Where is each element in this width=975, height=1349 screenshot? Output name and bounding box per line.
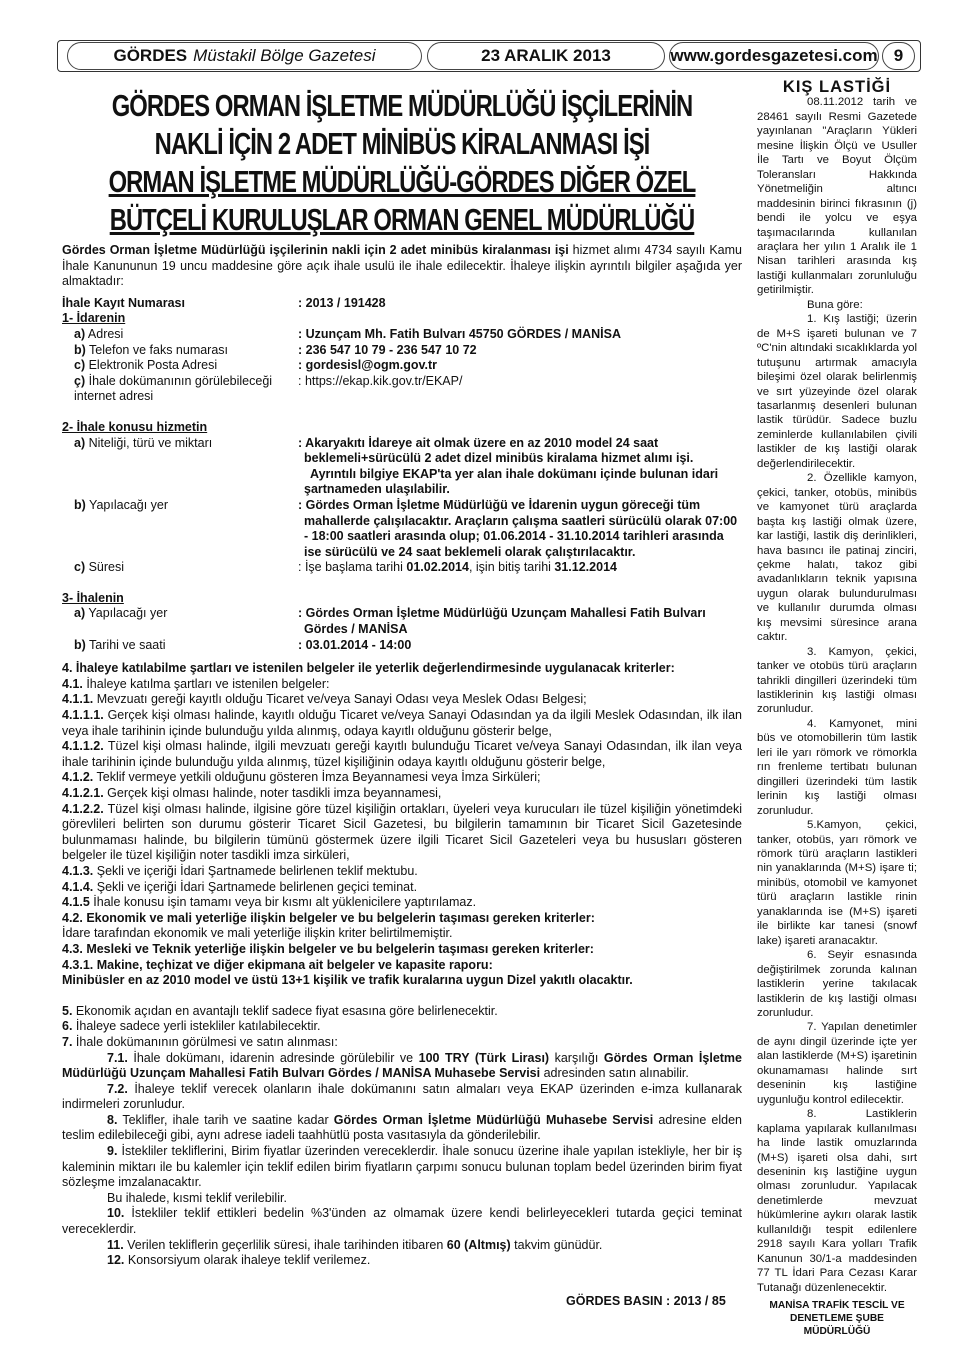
item-address: Gördes Orman İşletme Müdürlüğü Muhasebe Servisi — [333, 1112, 654, 1127]
s1-row-web — [62, 374, 742, 405]
s4-num: 4.1.5 — [62, 895, 90, 910]
article-body — [62, 243, 742, 1269]
s3-b-value: : 03.01.2014 - 14:00 — [298, 637, 412, 652]
item-6 — [62, 1019, 742, 1035]
s4-heading: 4.2. Ekonomik ve mali yeterliğe ilişkin belgeler ve bu belgelerin taşıması gereken kriterler: — [62, 910, 595, 925]
website[interactable] — [669, 42, 879, 70]
s2-c-start: 01.02.2014 — [406, 560, 469, 575]
paper-name: GÖRDES — [113, 46, 188, 65]
item-text: İhaleye teklif verecek olanların ihale dokümanını satın almaları veya EKAP üzerinden e-imza kullanarak indirmeleri zorunludur. — [62, 1081, 742, 1112]
s1-marker: ç) — [74, 373, 86, 388]
item-10 — [62, 1206, 742, 1237]
s2-a-note: Ayrıntılı bilgiye EKAP'ta yer alan ihale dokümanı içinde bulunan idari şartnameden ulaşılabilir. — [304, 466, 719, 497]
s4-num: 4.1.2. — [62, 770, 94, 785]
item-num: 8. — [107, 1112, 118, 1127]
item-text: İhale dokümanının görülmesi ve satın alınması: — [72, 1034, 338, 1049]
s1-marker: b) — [74, 342, 86, 357]
s4-num: 4.1.2.1. — [62, 786, 104, 800]
sidebar-signature: MANİSA TRAFİK TESCİL VE DENETLEME ŞUBE MÜDÜRLÜĞÜ — [769, 1300, 905, 1338]
s4-title: 4. İhaleye katılabilme şartları ve istenilen belgeler ile yeterlik değerlendirmesinde uygulanacak kriterler: — [62, 661, 675, 676]
s4-text: Tüzel kişi olması halinde, ilgili mevzuatı gereği kayıtlı bulunduğu Ticaret ve/veya Sanayi Odasından, ilk ilan veya ihale tarihinin içinde bulunduğu yılda alınmış, tüzel kişiliğinin odaya kayıtlı olduğunu gösterir belge, — [62, 739, 742, 769]
s4-text: Teklif vermeye yetkili olduğunu gösteren İmza Beyannamesi veya İmza Sirküleri; — [93, 770, 541, 785]
item-9b: Bu ihalede, kısmi teklif verilebilir. — [107, 1190, 287, 1205]
s2-c-text: , işin bitiş tarihi — [468, 560, 555, 575]
item-text: Verilen tekliflerin geçerlilik süresi, ihale tarihinden itibaren — [123, 1237, 447, 1252]
s4-item — [62, 786, 742, 802]
item-text: Konsorsiyum olarak ihaleye teklif verilemez. — [124, 1253, 371, 1268]
item-num: 7.2. — [107, 1081, 128, 1096]
page-number — [882, 42, 915, 70]
s4-item — [62, 880, 742, 896]
sidebar-paragraph: 5.Kamyon, çekici, tanker, otobüs, yarı römork ve römork türü araçların lastikleri nin yanaklarında (M+S) işare ti; minibüs, otomobil ve kamyonet türü araçların lastikle rinin yanaklarında ise (M+S) işareti ile birlikte kar tanesi (snowf lake) işareti aranacaktır. — [757, 819, 917, 947]
page-number-text: 9 — [893, 46, 904, 65]
s3-marker: b) — [74, 637, 86, 652]
item-fee: 100 TRY (Türk Lirası) — [418, 1050, 550, 1065]
sidebar-paragraph: Buna göre: — [807, 298, 863, 311]
paper-name-box — [67, 42, 422, 70]
s4-text: Gerçek kişi olması halinde, noter tasdikli imza beyannamesi, — [103, 786, 442, 800]
s4-num: 4.1.1. — [62, 692, 94, 707]
kayit-label: İhale Kayıt Numarası — [62, 295, 185, 310]
s1-value[interactable]: : https://ekap.kik.gov.tr/EKAP/ — [298, 373, 463, 388]
sidebar-paragraph: 3. Kamyon, çekici, tanker ve otobüs türü araçların tahrikli dingilleri üzerindeki tüm lastiklerinin kış lastiği olması zorunludur. — [757, 645, 917, 716]
section-1-title: 1- İdarenin — [62, 311, 126, 326]
sidebar-paragraph: 08.11.2012 tarih ve 28461 sayılı Resmi Gazetede yayınlanan "Araçların Yükleri mesine İlişkin Ölçü ve Usuller İle Tartı ve Boyut Ölçüm Toleransları Hakkında Yönetmeliğin altıncı maddesinin birinci fıkrasının (j) bendi ile yolcu ve eşya taşımacılarında kullanılan araçlara her yılın 1 Aralık ile 1 Nisan tarihleri arasında kış lastiği kullanmaları zorunluluğu getirilmiştir. — [757, 96, 917, 297]
main-article — [62, 87, 742, 1269]
item-text: İhaleye sadece yerli istekliler katılabilecektir. — [72, 1019, 321, 1034]
website-text: www.gordesgazetesi.com — [670, 46, 878, 65]
s2-c-text: : İşe başlama tarihi — [298, 560, 407, 575]
headline-line-2: NAKLİ İÇİN 2 ADET MİNİBÜS KİRALANMASI İŞİ — [154, 127, 650, 161]
sidebar-paragraph: 4. Kamyonet, mini büs ve otomobillerin tüm lastik leri ile yarı römork ve römorkla rın frenleme tertibatı bulunan dingilleri üzerindeki tüm lastik lerinin kış lastiği olması zorunludur. — [757, 717, 917, 817]
item-text: Ekonomik açıdan en avantajlı teklif sadece fiyat esasına göre belirlenecektir. — [72, 1003, 498, 1018]
s4-text: Şekli ve içeriği İdari Şartnamede belirlenen teklif mektubu. — [93, 863, 418, 878]
intro-bold: Gördes Orman İşletme Müdürlüğü işçilerinin nakli için 2 adet minibüs kiralanması işi — [62, 243, 569, 257]
s4-heading: 4.3. Mesleki ve Teknik yeterliğe ilişkin belgeler ve bu belgelerin taşıması gereken kriterler: — [62, 941, 594, 956]
item-text: Teklifler, ihale tarih ve saatine kadar — [117, 1112, 334, 1127]
footer-reference: GÖRDES BASIN : 2013 / 85 — [566, 1294, 726, 1308]
item-text: adresinden satın alınabilir. — [540, 1066, 689, 1081]
kayit-value: : 2013 / 191428 — [298, 295, 386, 310]
s1-value: : 236 547 10 79 - 236 547 10 72 — [298, 342, 477, 357]
s2-key: Süresi — [85, 560, 125, 575]
s1-value[interactable]: : gordesisl@ogm.gov.tr — [298, 358, 438, 373]
item-7-1 — [62, 1051, 742, 1082]
item-5 — [62, 1004, 742, 1020]
s2-key: Niteliği, türü ve miktarı — [85, 435, 213, 450]
sidebar-title: KIŞ LASTİĞİ — [782, 78, 892, 96]
item-12 — [62, 1253, 742, 1269]
s1-key: İhale dokümanının görülebileceği internet adresi — [74, 373, 273, 404]
s4-text: Gerçek kişi olması halinde, kayıtlı olduğu Ticaret ve/veya Sanayi Odasından ya da ilgili Meslek Odasından, ilk ilan veya ihale tarihinin içinde bulunduğu yılda alınmış, odaya kayıtlı olduğunu gösterir belge, — [62, 708, 742, 738]
s1-row-phone — [62, 343, 742, 359]
item-text: İhale dokümanı, idarenin adresinde görülebilir ve — [127, 1050, 419, 1065]
s4-heading: 4.3.1. Makine, teçhizat ve diğer ekipmana ait belgeler ve kapasite raporu: — [62, 957, 493, 972]
item-num: 11. — [107, 1237, 124, 1252]
item-num: 6. — [62, 1019, 73, 1034]
s4-text: Mevzuatı gereği kayıtlı olduğu Ticaret ve/veya Sanayi Odası veya Meslek Odası Belgesi; — [93, 692, 587, 707]
s4-text: İhaleye katılma şartları ve istenilen belgeler: — [82, 676, 330, 691]
s4-num: 4.1.2.2. — [62, 801, 104, 816]
s3-key: Tarihi ve saati — [85, 637, 166, 652]
s1-marker: c) — [74, 358, 86, 373]
sidebar-paragraph: 8. Lastiklerin kaplama yapılarak kullanılması ha linde lastik omuzlarında (M+S) işareti olsa dahi, sırt deseninin kış lastiğine uygun olması zorunludur. Yapılacak denetimlerde mevzuat hükümlerine aykırı olarak lastik kullanıldığı tespit edilenlere 2918 sayılı Kara yolları Trafik Kanunun 30/1-a maddesinden 77 TL İdari Para Cezası Karar Tutanağı düzenlenecektir. — [757, 1108, 917, 1294]
item-address: Gördes Orman İşletme Müdürlüğü Uzunçam Mahallesi Fatih Bulvarı Gördes / MANİSA Muhasebe Servisi — [62, 1050, 742, 1081]
kayit-row — [62, 296, 742, 312]
item-text: karşılığı — [549, 1050, 604, 1065]
item-num: 10. — [107, 1206, 125, 1221]
section-3-title: 3- İhalenin — [62, 590, 124, 605]
intro-rest: hizmet alımı 4734 sayılı Kamu İhale Kanununun 19 uncu maddesine göre açık ihale usulü ile ihale edilecektir. İhaleye ilişkin ayrıntılı bilgiler aşağıda yer almaktadır: — [62, 243, 742, 289]
s1-row-email — [62, 358, 742, 374]
item-text: adresine elden teslim edilebileceği gibi, aynı adrese iadeli taahhütlü posta vasıtasıyla da gönderilebilir. — [62, 1112, 742, 1143]
s4-text: İhale konusu işin tamamı veya bir kısmı alt yüklenicilere yaptırılamaz. — [89, 895, 477, 910]
s4-item — [62, 677, 742, 693]
sidebar-paragraph: 1. Kış lastiği; üzerin de M+S işareti bulunan ve 7 ºC'nin altındaki sıcaklıklarda yol tutuşunu artırmak amacıyla bileşimi özel olarak belirlenmiş ve sırt yüzeyinde özel olarak tasarlanmış desenleri bulunan lastik türüdür. Sadece buzlu zeminlerde kullanılabilen çivili lastikler de kış lastiği olarak değerlendirilecektir. — [757, 313, 917, 470]
paper-subtitle: Müstakil Bölge Gazetesi — [193, 46, 376, 65]
s2-row-b — [62, 498, 742, 560]
item-text: takvim günüdür. — [510, 1237, 603, 1252]
item-7-2 — [62, 1082, 742, 1113]
s3-row-a — [62, 606, 742, 637]
s1-key: Adresi — [85, 326, 124, 341]
headline-line-4: BÜTÇELİ KURULUŞLAR ORMAN GENEL MÜDÜRLÜĞÜ — [109, 203, 695, 237]
s4-num: 4.1. — [62, 676, 83, 691]
item-days: 60 (Altmış) — [446, 1237, 511, 1252]
s3-key: Yapılacağı yer — [85, 606, 168, 621]
headline-line-1: GÖRDES ORMAN İŞLETME MÜDÜRLÜĞÜ İŞÇİLERİNİN — [111, 89, 693, 123]
s2-marker: c) — [74, 560, 86, 575]
headline-line-3: ORMAN İŞLETME MÜDÜRLÜĞÜ-GÖRDES DİĞER ÖZEL — [108, 165, 696, 199]
s4-text: İdare tarafından ekonomik ve mali yeterliğe ilişkin kriter belirtilmemiştir. — [62, 926, 453, 941]
item-11 — [62, 1238, 742, 1254]
item-9 — [62, 1144, 742, 1191]
s2-b-value: : Gördes Orman İşletme Müdürlüğü ve İdarenin uygun göreceği tüm mahallerde çalışılacaktır. Araçların çalışma saatleri sürücülü olarak 07:00 - 18:00 saatleri arasında olup; 01.06.2014 - 31.10.2014 tarihleri arasında ise sürücülü ve 24 saat beklemeli olarak çalıştırılacaktır. — [298, 497, 738, 559]
s4-item — [62, 739, 742, 770]
s2-a-value: : Akaryakıtı İdareye ait olmak üzere en az 2010 model 24 saat beklemeli+sürücülü 2 adet dizel minibüs kiralama hizmet alımı işi. — [298, 435, 694, 466]
s1-key: Elektronik Posta Adresi — [85, 358, 218, 373]
s1-marker: a) — [74, 326, 86, 341]
s1-key: Telefon ve faks numarası — [85, 342, 229, 357]
s1-row-address — [62, 327, 742, 343]
s3-a-value: : Gördes Orman İşletme Müdürlüğü Uzunçam Mahallesi Fatih Bulvarı Gördes / MANİSA — [298, 606, 706, 637]
s2-marker: a) — [74, 435, 86, 450]
s4-num: 4.1.4. — [62, 879, 94, 894]
s4-item — [62, 895, 742, 911]
item-text: İstekliler tekliflerini, Birim fiyatlar üzerinden vereceklerdir. İhale sonucu üzerine ihale yapılan istekliyle, her bir iş kaleminin miktarı ile bu kalemler için teklif edilen birim fiyatların çarpımı sonucu bulunan toplam bedel üzerinden birim fiyat sözleşme imzalanacaktır. — [62, 1144, 742, 1190]
issue-date — [427, 42, 665, 70]
s4-item — [62, 802, 742, 864]
intro-paragraph — [62, 243, 742, 290]
item-num: 7.1. — [107, 1050, 128, 1065]
s3-marker: a) — [74, 606, 86, 621]
headline — [62, 87, 742, 239]
s4-item — [62, 692, 742, 708]
s2-key: Yapılacağı yer — [85, 497, 169, 512]
issue-date-text: 23 ARALIK 2013 — [481, 46, 611, 65]
s2-row-a — [62, 436, 742, 498]
item-num: 7. — [62, 1034, 73, 1049]
sidebar-paragraph: 2. Özellikle kamyon, çekici, tanker, otobüs, minibüs ve kamyonet türü araçlarda başta kış lastiği olmak üzere, kar lastiği, lastik diş derinlikleri, hava basıncı ile patinaj zinciri, çekme halatı, takoz gibi avadanlıkların teknik yapısına uygun olarak bulundurulması ve kullanılır durumda olması kış mevsimi süresince arana caktır. — [757, 472, 917, 644]
item-num: 12. — [107, 1253, 125, 1268]
item-7 — [62, 1035, 742, 1051]
s4-num: 4.1.1.2. — [62, 739, 104, 754]
item-num: 9. — [107, 1144, 118, 1159]
page-header — [57, 40, 921, 72]
item-8 — [62, 1113, 742, 1144]
sidebar-paragraph: 6. Seyir esnasında değiştirilmek zorunda kalınan lastiklerin yerine takılacak lastiklerin de kış lastiği olması zorunludur. — [757, 949, 917, 1019]
s4-item — [62, 708, 742, 739]
s2-c-end: 31.12.2014 — [554, 560, 617, 575]
s4-text-bold: Minibüsler en az 2010 model ve üstü 13+1 kişilik ve trafik kuralarına uygun Dizel yakıtlı olacaktır. — [62, 973, 633, 988]
item-num: 5. — [62, 1003, 73, 1018]
s4-num: 4.1.3. — [62, 863, 94, 878]
s4-item — [62, 770, 742, 786]
s1-value: : Uzunçam Mh. Fatih Bulvarı 45750 GÖRDES / MANİSA — [298, 326, 621, 341]
s4-text: Şekli ve içeriği İdari Şartnamede belirlenen geçici teminat. — [93, 879, 418, 894]
sidebar-paragraph: 7. Yapılan denetimler de aynı dingil üzerinde içte yer alan lastiklerde (M+S) işaretinin okunamaması halinde sırt deseninin kış lastiğine uygunluğu kontrol edilecektir. — [757, 1021, 917, 1106]
s2-marker: b) — [74, 497, 86, 512]
sidebar-article — [757, 80, 917, 1338]
section-2-title: 2- İhale konusu hizmetin — [62, 419, 208, 434]
s4-item — [62, 864, 742, 880]
s3-row-b — [62, 638, 742, 654]
item-text: İstekliler teklif ettikleri bedelin %3'ünden az olmamak üzere kendi belirleyecekleri tutarda geçici teminat vereceklerdir. — [62, 1206, 742, 1237]
s4-text: Tüzel kişi olması halinde, ilgisine göre tüzel kişiliğin ortakları, üyeleri veya kurucuları ile tüzel kişiliğin yönetimdeki görevlileri belirten son durumu gösterir Ticaret Sicil Gazetesi, bu bilgilerin tamamının bir Ticaret Sicil Gazetesinde bulunmaması halinde, bu bilgilerin tümünü göstermek üzere ilgili Ticaret Sicil Gazeteleri veya bu hususları gösteren belgeler ile tüzel kişiliğin noter tasdikli imza sirküleri, — [62, 801, 742, 863]
s2-row-c — [62, 560, 742, 576]
s4-num: 4.1.1.1. — [62, 708, 104, 723]
